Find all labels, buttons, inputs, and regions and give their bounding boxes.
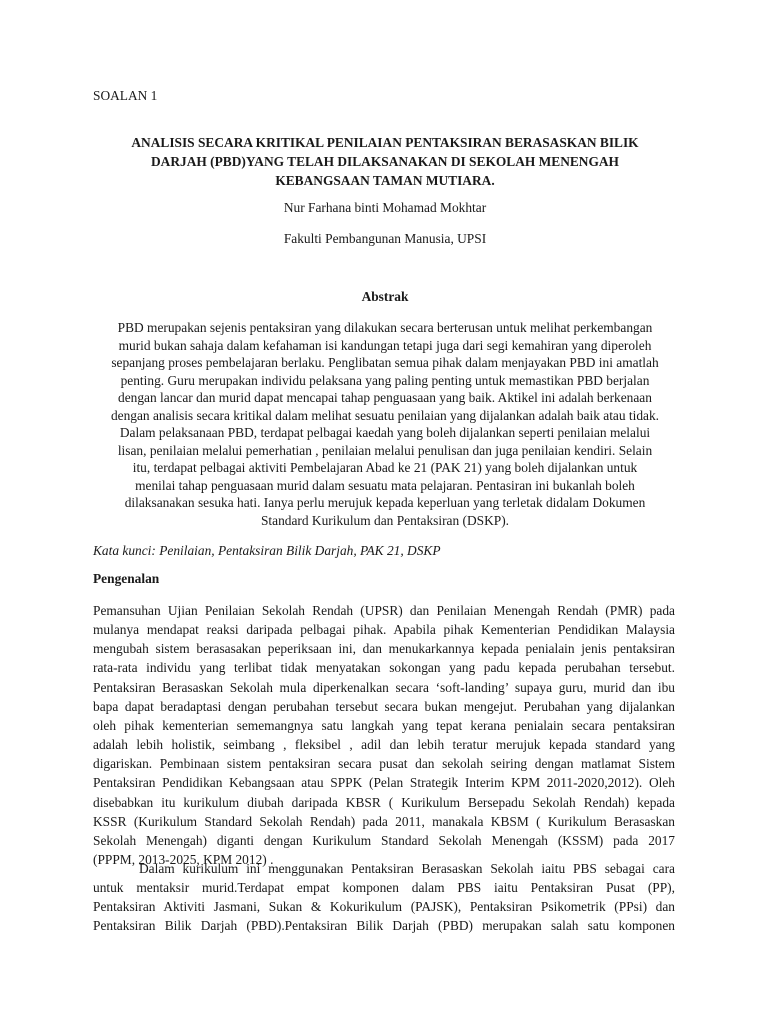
paragraph-line: Sekolah Menengah) diganti dengan Kurikulum Standard Sekolah Menengah (KSSM) pada 2017 bbox=[93, 832, 675, 848]
paragraph-line: rata-rata individu yang terlibat tidak menyatakan sokongan yang padu kepada perubahan tersebut. bbox=[93, 660, 675, 676]
paragraph-line: Dalam kurikulum ini menggunakan Pentaksiran Berasaskan Sekolah iaitu PBS sebagai cara bbox=[139, 861, 675, 876]
paragraph-line: oleh pihak kementerian sememangnya satu langkah yang tepat kerana penialain secara pentaksiran bbox=[93, 717, 675, 733]
title-line: ANALISIS SECARA KRITIKAL PENILAIAN PENTAKSIRAN BERASASKAN BILIK bbox=[131, 135, 639, 150]
paragraph-line: (PPPM, 2013-2025, KPM 2012) . bbox=[93, 852, 274, 868]
abstract-text bbox=[90, 319, 680, 530]
abstract-line: menilai tahap penguasaan murid dalam sesuatu mata pelajaran. Pentasiran ini bukanlah boleh bbox=[135, 477, 635, 493]
abstract-line: Dalam pelaksanaan PBD, terdapat pelbagai kaedah yang boleh dijalankan seperti penilaian melalui bbox=[119, 425, 651, 441]
paragraph-line: Pentaksiran Berasaskan Sekolah mula diperkenalkan secara ‘soft-landing’ supaya guru, murid dan ibu bbox=[93, 679, 675, 695]
question-label: SOALAN 1 bbox=[93, 88, 158, 103]
abstract-line: dengan analisis secara kritikal dalam melihat sesuatu penilaian yang dijalankan adalah baik atau tidak. bbox=[110, 407, 660, 423]
keywords: Kata kunci: Penilaian, Pentaksiran Bilik Darjah, PAK 21, DSKP bbox=[93, 543, 441, 558]
abstract-line: lisan, penilaian melalui pemerhatian , penilaian melalui penulisan dan juga penilaian kendiri. Selain bbox=[117, 442, 653, 458]
paragraph-line: Pentaksiran Pendidikan Kebangsaan atau SPPK (Pelan Strategik Interim KPM 2011-2020,2012). Oleh bbox=[93, 775, 675, 791]
document-title bbox=[90, 133, 680, 190]
abstract-heading: Abstrak bbox=[361, 289, 409, 304]
author-affiliation: Fakulti Pembangunan Manusia, UPSI bbox=[283, 231, 487, 246]
paragraph-line: KSSR (Kurikulum Standard Sekolah Rendah) pada 2011, manakala KBSM ( Kurikulum Berasaskan bbox=[93, 813, 675, 829]
paragraph-line: mengubah sistem berasasakan peperiksaan ini, dan menukarkannya kepada penialain jenis pentaksiran bbox=[93, 641, 675, 657]
abstract-line: dilaksanakan sesuka hati. Ianya perlu merujuk kepada keperluan yang terletak didalam Dokumen bbox=[124, 495, 646, 511]
abstract-line: sepanjang proses pembelajaran berlaku. Penglibatan semua pihak dalam menjayakan PBD ini amatlah bbox=[111, 355, 659, 371]
paragraph-line: Pentaksiran Bilik Darjah (PBD).Pentaksiran Bilik Darjah (PBD) merupakan salah satu komponen bbox=[93, 918, 675, 934]
paragraph-line: adalah lebih holistik, seimbang , fleksibel , adil dan lebih teratur merujuk kepada standard yang bbox=[93, 737, 675, 753]
abstract-line: PBD merupakan sejenis pentaksiran yang dilakukan secara berterusan untuk melihat perkembangan bbox=[117, 320, 653, 335]
abstract-line: murid bukan sahaja dalam kefahaman isi kandungan tetapi juga dari segi kemahiran yang diperoleh bbox=[118, 337, 652, 353]
title-line: KEBANGSAAN TAMAN MUTIARA. bbox=[275, 173, 495, 188]
paragraph-line: Pemansuhan Ujian Penilaian Sekolah Rendah (UPSR) dan Penilaian Menengah Rendah (PMR) pada bbox=[93, 603, 675, 618]
paragraph-line: Pentaksiran Aktiviti Jasmani, Sukan & Kokurikulum (PAJSK), Pentaksiran Psikometrik (PPsi) dan bbox=[93, 899, 675, 915]
section-heading: Pengenalan bbox=[93, 571, 160, 586]
paragraph-line: mulanya mendapat reaksi daripada pelbagai pihak. Apabila pihak Kementerian Pendidikan Malaysia bbox=[93, 622, 675, 638]
title-line: DARJAH (PBD)YANG TELAH DILAKSANAKAN DI SEKOLAH MENENGAH bbox=[151, 154, 619, 169]
body-paragraph bbox=[93, 601, 675, 869]
body-paragraph bbox=[93, 859, 675, 936]
paragraph-line: digariskan. Pembinaan sistem pentaksiran secara pusat dan sekolah seiring dengan matlamat Sistem bbox=[93, 756, 675, 772]
paragraph-line: disebabkan itu kurikulum diubah daripada KBSR ( Kurikulum Bersepadu Sekolah Rendah) kepada bbox=[93, 794, 675, 810]
paragraph-line: untuk mentaksir murid.Terdapat empat komponen dalam PBS iaitu Pentaksiran Pusat (PP), bbox=[93, 880, 675, 896]
abstract-line: itu, terdapat pelbagai aktiviti Pembelajaran Abad ke 21 (PAK 21) yang boleh dijalankan untuk bbox=[132, 460, 638, 476]
abstract-line: dengan lancar dan murid dapat mencapai tahap penguasaan yang baik. Aktikel ini adalah berkenaan bbox=[118, 390, 652, 406]
paragraph-line: bapa dapat beradaptasi dengan perubahan tersebut secara bukan mengejut. Perubahan yang dijalankan bbox=[93, 698, 675, 714]
abstract-line: Standard Kurikulum dan Pentaksiran (DSKP). bbox=[260, 513, 510, 529]
abstract-line: penting. Guru merupakan individu pelaksana yang paling penting untuk memastikan PBD berjalan bbox=[120, 372, 650, 388]
author-name: Nur Farhana binti Mohamad Mokhtar bbox=[283, 200, 487, 215]
